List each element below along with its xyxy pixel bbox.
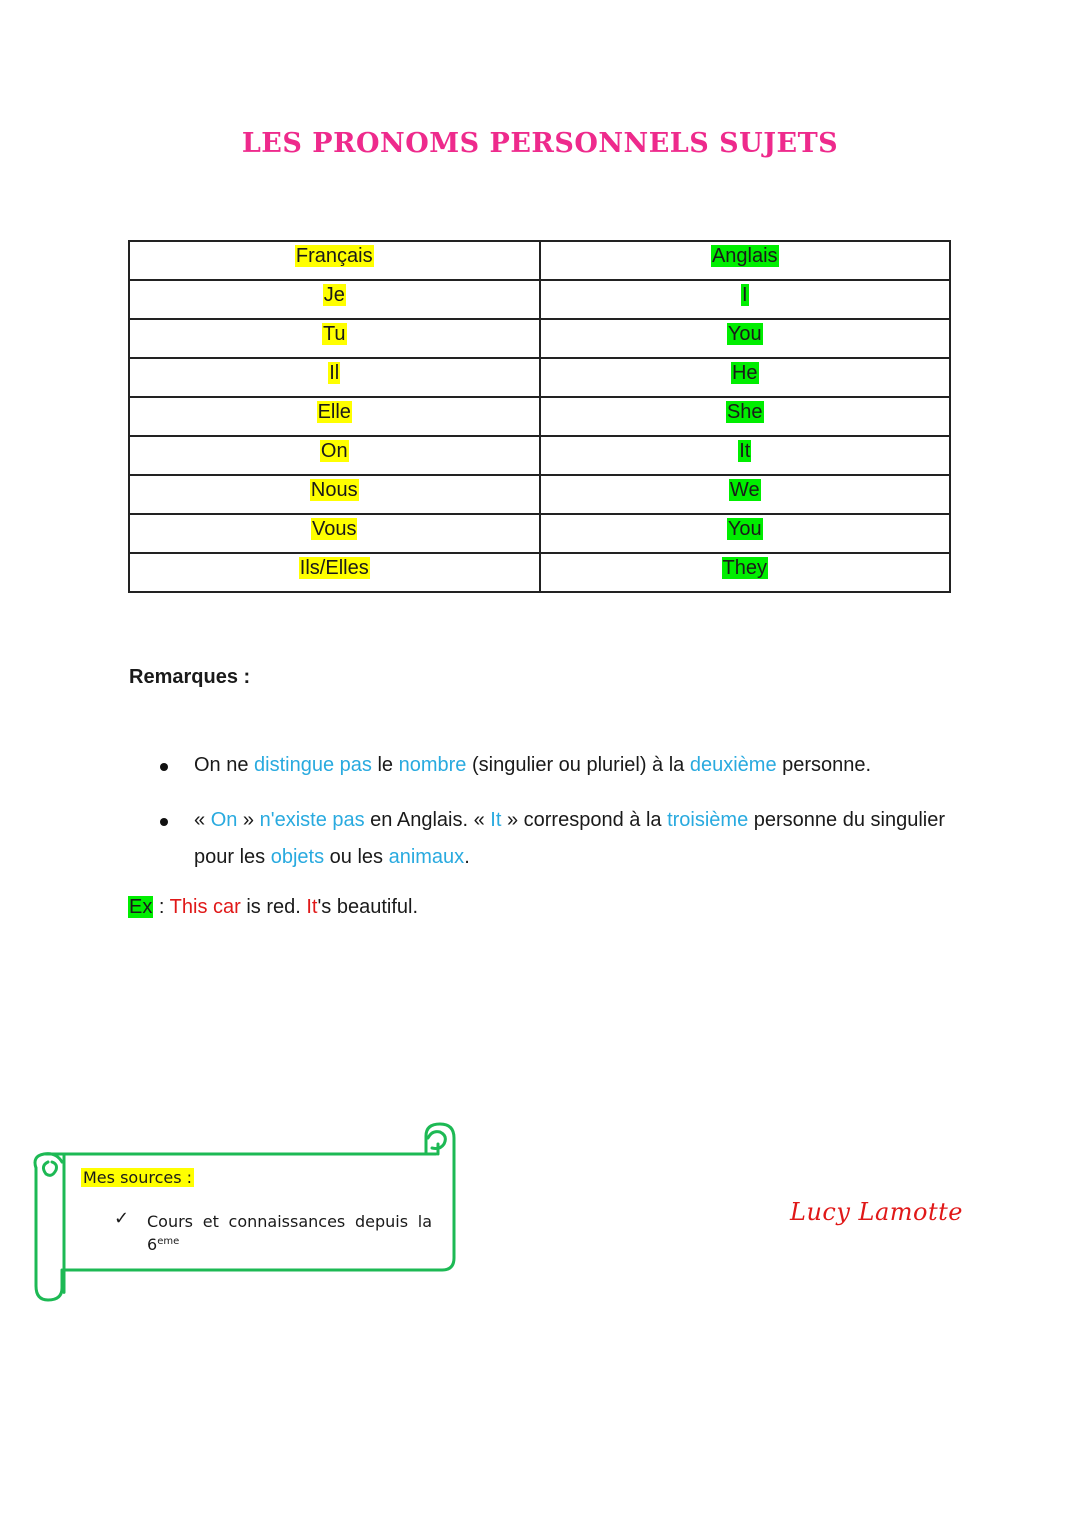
- grade-number: 6: [147, 1235, 158, 1254]
- remark-keyword: objets: [270, 846, 325, 868]
- english-pronoun: We: [729, 479, 760, 501]
- cell-french: [129, 553, 540, 592]
- remark-keyword: troisième: [667, 809, 749, 831]
- example-line: [128, 896, 418, 919]
- cell-french: [129, 280, 540, 319]
- cell-english: [540, 514, 951, 553]
- english-pronoun: It: [739, 440, 751, 462]
- french-pronoun: Il: [329, 362, 340, 384]
- english-pronoun: He: [731, 362, 758, 384]
- english-pronoun: You: [727, 323, 762, 345]
- remark-keyword: It: [490, 809, 502, 831]
- cell-french: [129, 475, 540, 514]
- table-row: [129, 358, 950, 397]
- example-pronoun: It: [306, 896, 318, 918]
- table-row: [129, 280, 950, 319]
- table-row: [129, 514, 950, 553]
- cell-french: [129, 397, 540, 436]
- remark-keyword: animaux: [388, 846, 465, 868]
- pronoun-table: [128, 240, 951, 593]
- remark-keyword: On: [210, 809, 238, 831]
- french-pronoun: Tu: [322, 323, 346, 345]
- remark-text: personne.: [776, 754, 872, 776]
- remark-text: .: [464, 846, 470, 868]
- example-subject: This car: [169, 896, 241, 918]
- remark-keyword: distingue pas: [254, 754, 372, 776]
- author-signature: Lucy Lamotte: [790, 1198, 963, 1226]
- remarks-heading: Remarques :: [129, 666, 251, 688]
- page-title: LES PRONOMS PERSONNELS SUJETS: [241, 128, 839, 159]
- check-icon: ✓: [114, 1208, 130, 1228]
- cell-french: [129, 319, 540, 358]
- french-pronoun: Ils/Elles: [299, 557, 369, 579]
- french-pronoun: Vous: [312, 518, 357, 540]
- cell-english: [540, 397, 951, 436]
- remark-keyword: n'existe pas: [259, 809, 365, 831]
- french-pronoun: On: [320, 440, 348, 462]
- remark-text: personne du singulier pour les: [194, 809, 945, 868]
- table-row: [129, 553, 950, 592]
- remark-text: »: [237, 809, 260, 831]
- remark-keyword: deuxième: [689, 754, 777, 776]
- remark-text: On ne: [194, 754, 255, 776]
- english-pronoun: She: [726, 401, 763, 423]
- example-sep: :: [153, 896, 170, 918]
- english-pronoun: They: [722, 557, 767, 579]
- cell-english: [540, 436, 951, 475]
- remark-bullet-1: [194, 747, 954, 784]
- cell-french: [129, 436, 540, 475]
- cell-english: [540, 358, 951, 397]
- remark-text: le: [371, 754, 399, 776]
- cell-english: [540, 553, 951, 592]
- sources-grade: [147, 1235, 179, 1254]
- table-row: [129, 397, 950, 436]
- grade-suffix: eme: [157, 1236, 180, 1247]
- header-cell-french: [129, 241, 540, 280]
- sources-title: Mes sources :: [83, 1168, 193, 1187]
- english-pronoun: I: [741, 284, 748, 306]
- bullet-dot: [160, 763, 168, 771]
- header-cell-english: [540, 241, 951, 280]
- remark-text: «: [194, 809, 211, 831]
- example-text: is red.: [240, 896, 307, 918]
- french-pronoun: Nous: [310, 479, 358, 501]
- table-row: [129, 436, 950, 475]
- cell-french: [129, 514, 540, 553]
- remark-keyword: nombre: [398, 754, 467, 776]
- example-label: Ex: [129, 896, 153, 918]
- french-pronoun: Elle: [317, 401, 351, 423]
- example-text: 's beautiful.: [317, 896, 419, 918]
- header-french: Français: [295, 245, 373, 267]
- table-row: [129, 475, 950, 514]
- remark-text: ou les: [324, 846, 389, 868]
- bullet-dot: [160, 818, 168, 826]
- header-english: Anglais: [711, 245, 778, 267]
- cell-french: [129, 358, 540, 397]
- remark-text: (singulier ou pluriel) à la: [466, 754, 690, 776]
- french-pronoun: Je: [323, 284, 345, 306]
- cell-english: [540, 280, 951, 319]
- sources-item: Cours et connaissances depuis la: [147, 1212, 432, 1231]
- remark-text: » correspond à la: [501, 809, 668, 831]
- remark-bullet-2: [194, 802, 954, 876]
- english-pronoun: You: [727, 518, 762, 540]
- table-header-row: [129, 241, 950, 280]
- table-row: [129, 319, 950, 358]
- remark-text: en Anglais. «: [364, 809, 491, 831]
- cell-english: [540, 475, 951, 514]
- cell-english: [540, 319, 951, 358]
